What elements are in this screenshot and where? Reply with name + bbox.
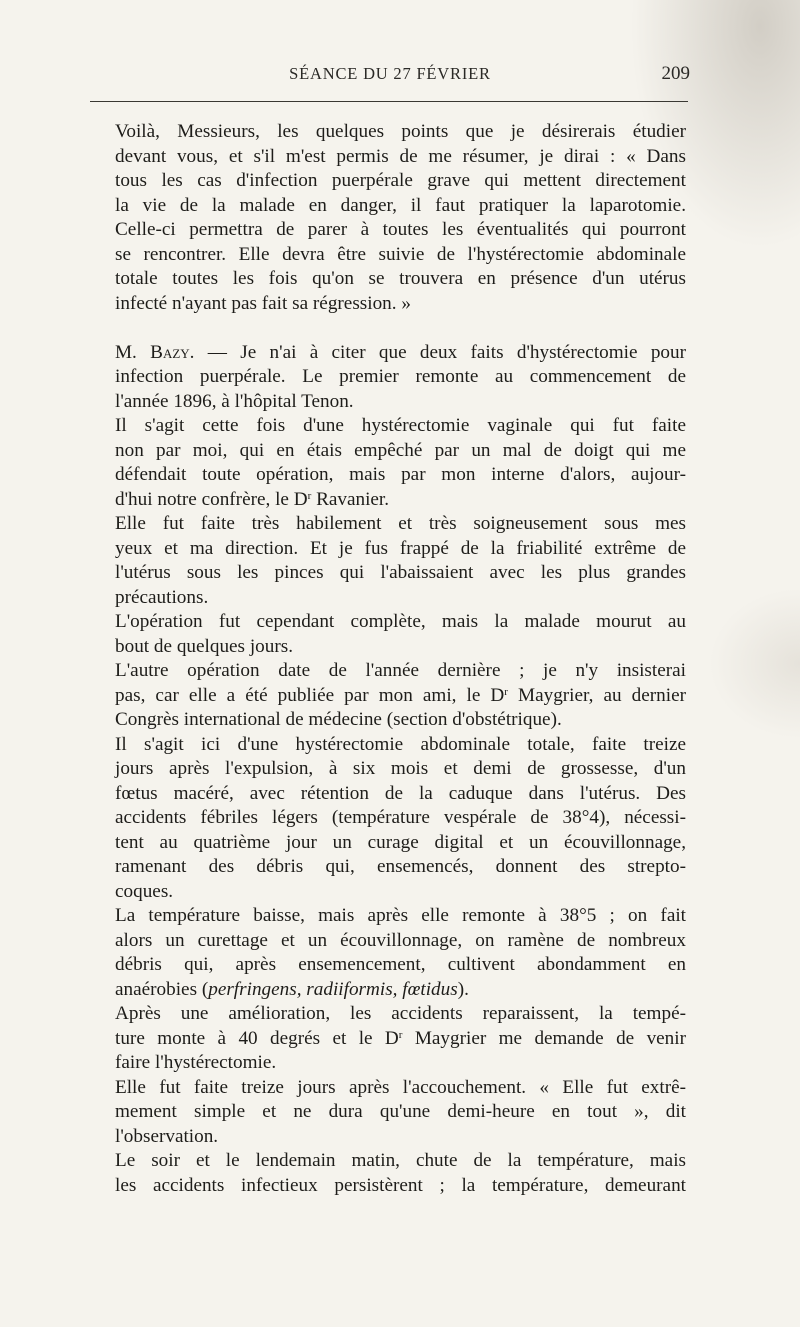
text-line: coques. [115,880,174,902]
text-run: d'hui notre confrère, le D [115,488,308,510]
text-line: La température baisse, mais après elle remonte à 38°5 ; on fait [115,905,686,926]
text-line: totale toutes les fois qu'on se trouvera en présence d'un utérus [115,268,686,289]
italic-text: perfringens, radiiformis, fœtidus [208,978,458,1000]
body-text [115,120,686,1198]
text-line: infection puerpérale. Le premier remonte au commencement de [115,366,686,387]
text-line: Elle fut faite très habilement et très soigneusement sous mes [115,513,686,534]
running-head: SÉANCE DU 27 FÉVRIER [289,64,491,83]
text-run: Maygrier me demande de venir [402,1027,686,1049]
text-line: ramenant des débris qui, ensemencés, donnent des strepto- [115,856,686,877]
text-line: précautions. [115,586,209,608]
text-line: non par moi, qui en étais empêché par un mal de doigt qui me [115,439,686,461]
page-number: 209 [661,63,690,84]
text-line: Il s'agit ici d'une hystérectomie abdominale totale, faite treize [115,733,686,755]
text-run: anaérobies ( [115,978,209,1000]
text-run: ture monte à 40 degrés et le D [115,1027,399,1049]
paragraph-temperature [115,904,686,1002]
text-run: ). [457,978,469,1000]
text-run: Ravanier. [311,488,390,510]
text-line [0,978,686,1003]
text-line: Congrès international de médecine (section d'obstétrique). [115,709,562,730]
paragraph-outcome [115,610,686,659]
speaker-prefix: M. [115,341,151,363]
paragraph-quote-conclusion [115,120,686,316]
text-line: faire l'hystérectomie. [115,1052,277,1073]
paragraph-friability [115,512,686,610]
superscript: r [398,1028,403,1041]
page-header [90,64,690,88]
text-line: L'autre opération date de l'année dernière ; je n'y insisterai [115,660,686,681]
header-rule [90,101,688,102]
paragraph-gap [115,316,686,341]
text-line [115,341,686,366]
speaker-name: Bazy [150,341,190,363]
text-line: Elle fut faite treize jours après l'accouchement. « Elle fut extrê- [115,1076,686,1098]
text-line: se rencontrer. Elle devra être suivie de l'hystérectomie abdominale [115,243,686,265]
text-line: l'année 1896, à l'hôpital Tenon. [115,390,354,412]
text-run: Maygrier, au dernier [507,684,686,706]
text-line: Après une amélioration, les accidents reparaissent, la tempé- [115,1003,686,1024]
paragraph-vaginal-hysterectomy [115,414,686,512]
paragraph-evening [115,1149,686,1198]
text-line: yeux et ma direction. Et je fus frappé de la friabilité extrême de [115,537,686,559]
text-line: débris qui, après ensemencement, cultivent abondamment en [115,954,686,975]
text-line: accidents fébriles légers (température vespérale de 38°4), nécessi- [115,807,686,828]
paragraph-abdominal-hysterectomy [115,733,686,905]
paragraph-operation-done [115,1076,686,1150]
text-line: alors un curettage et un écouvillonnage, on ramène de nombreux [115,929,686,951]
text-line: jours après l'expulsion, à six mois et demi de grossesse, d'un [115,758,686,779]
text-line: Il s'agit cette fois d'une hystérectomie vaginale qui fut faite [115,415,686,436]
text-line: défendait toute opération, mais par mon interne d'alors, aujour- [115,464,686,485]
superscript: r [307,489,312,502]
text-line: les accidents infectieux persistèrent ; la température, demeurant [115,1174,686,1196]
text-run: . — Je n'ai à citer que deux faits d'hystérectomie pour [189,341,686,363]
text-line: tent au quatrième jour un curage digital et un écouvillonnage, [115,831,686,853]
text-line: Voilà, Messieurs, les quelques points que je désirerais étudier [115,121,686,142]
superscript: r [504,685,508,698]
text-line: bout de quelques jours. [115,635,293,657]
text-line: l'observation. [115,1125,219,1147]
text-line: fœtus macéré, avec rétention de la caduque dans l'utérus. Des [115,782,686,804]
text-line: tous les cas d'infection puerpérale grave qui mettent directement [115,170,686,191]
text-line: la vie de la malade en danger, il faut pratiquer la laparotomie. [115,194,686,216]
text-line [0,684,686,709]
text-line: Le soir et le lendemain matin, chute de la température, mais [115,1150,686,1171]
text-line: infecté n'ayant pas fait sa régression. » [115,292,411,314]
text-line [0,1027,686,1052]
text-line: devant vous, et s'il m'est permis de me résumer, je dirai : « Dans [115,145,686,167]
text-line: Celle-ci permettra de parer à toutes les éventualités qui pourront [115,219,686,240]
text-line: L'opération fut cependant complète, mais la malade mourut au [115,611,686,632]
text-line: l'utérus sous les pinces qui l'abaissaient avec les plus grandes [115,562,686,583]
text-line: mement simple et ne dura qu'une demi-heure en tout », dit [115,1101,686,1122]
text-run: pas, car elle a été publiée par mon ami, le D [115,684,505,706]
paragraph-improvement [115,1002,686,1076]
paragraph-second-operation [115,659,686,733]
text-line [0,488,686,513]
paragraph-bazy-intro [115,341,686,415]
